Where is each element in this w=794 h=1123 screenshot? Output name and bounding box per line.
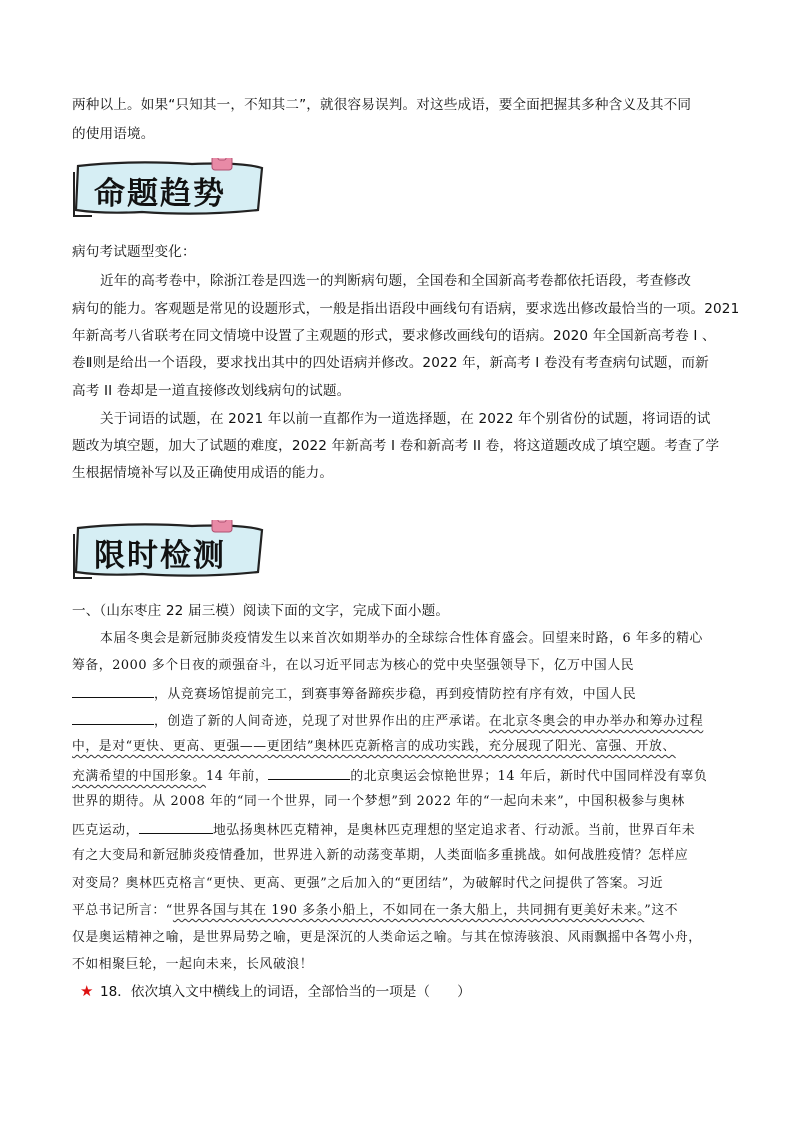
underlined-sentence: 世界各国与其在 190 多条小船上，不如同在一条大船上，共同拥有更美好未来。	[172, 903, 645, 918]
passage-line: 本届冬奥会是新冠肺炎疫情发生以来首次如期举办的全球综合性体育盛会。回望来时路，6 年多的精心	[100, 631, 703, 646]
passage-line: 世界的期待。从 2008 年的“同一个世界，同一个梦想”到 2022 年的“一起向未来”，中国积极参与奥林	[72, 794, 685, 809]
question-18: 18．依次填入文中横线上的词语，全部恰当的一项是（ ）	[100, 984, 471, 1000]
paragraph-line: 高考 II 卷却是一道直接修改划线病句的试题。	[72, 383, 351, 399]
banner-title: 命题趋势	[94, 176, 226, 212]
intro-line-2: 的使用语境。	[72, 126, 155, 142]
passage-line: 有之大变局和新冠肺炎疫情叠加，世界进入新的动荡变革期，人类面临多重挑战。如何战胜疫情？怎样应	[72, 848, 689, 863]
fill-blank	[72, 683, 154, 698]
question-header: 一、（山东枣庄 22 届三模）阅读下面的文字，完成下面小题。	[72, 603, 450, 619]
section-banner-test	[72, 520, 268, 580]
paragraph-line: 年新高考八省联考在同文情境中设置了主观题的形式，要求修改画线句的语病。2020 年全国新高考卷 I 、	[72, 328, 716, 344]
paragraph-line: 卷Ⅱ则是给出一个语段，要求找出其中的四处语病并修改。2022 年，新高考 I 卷没有考查病句试题，而新	[72, 355, 709, 371]
intro-line-1: 两种以上。如果“只知其一，不知其二”，就很容易误判。对这些成语，要全面把握其多种含义及其不同	[72, 97, 692, 113]
fill-blank	[268, 765, 350, 780]
underlined-sentence: 在北京冬奥会的申办举办和筹办过程	[488, 714, 704, 729]
passage-line: 对变局？奥林匹克格言“更快、更高、更强”之后加入的“更团结”，为破解时代之问提供了答案。习近	[72, 876, 664, 891]
fill-blank	[72, 710, 154, 725]
passage-line: ，从竞赛场馆提前完工，到赛事筹备蹄疾步稳，再到疫情防控有序有效，中国人民	[72, 683, 722, 705]
passage-line: 筹备，2000 多个日夜的顽强奋斗，在以习近平同志为核心的党中央坚强领导下，亿万中国人民	[72, 658, 635, 673]
section-subtitle: 病句考试题型变化：	[72, 244, 196, 260]
passage-line: 充满希望的中国形象。14 年前， 的北京奥运会惊艳世界；14 年后，新时代中国同样没有辜负	[72, 765, 722, 787]
section-banner-trend	[72, 158, 268, 218]
paragraph-line: 病句的能力。客观题是常见的设题形式，一般是指出语段中画线句有语病，要求选出修改最恰当的一项。2021	[72, 301, 740, 317]
paragraph-line: 关于词语的试题，在 2021 年以前一直都作为一道选择题，在 2022 年个别省份的试题，将词语的试	[100, 411, 711, 427]
passage-line: ，创造了新的人间奇迹，兑现了对世界作出的庄严承诺。在北京冬奥会的申办举办和筹办过程	[72, 710, 722, 732]
passage-line	[72, 737, 722, 757]
paragraph-line: 题改为填空题，加大了试题的难度，2022 年新高考 I 卷和新高考 II 卷，将这道题改成了填空题。考查了学	[72, 438, 720, 454]
passage-line: 仅是奥运精神之喻，是世界局势之喻，更是深沉的人类命运之喻。与其在惊涛骇浪、风雨飘摇中各驾小舟，	[72, 930, 702, 945]
fill-blank	[139, 819, 213, 834]
passage-line: 不如相聚巨轮，一起向未来，长风破浪！	[72, 957, 314, 972]
underlined-sentence: 充满希望的中国形象。	[72, 769, 206, 784]
passage-line: 匹克运动， 地弘扬奥林匹克精神，是奥林匹克理想的坚定追求者、行动派。当前，世界百年未	[72, 819, 722, 841]
underlined-sentence: 中，是对“更快、更高、更强——更团结”奥林匹克新格言的成功实践，充分展现了阳光、富强、开放、	[72, 739, 676, 754]
banner-title: 限时检测	[94, 538, 226, 574]
paragraph-line: 近年的高考卷中，除浙江卷是四选一的判断病句题，全国卷和全国新高考卷都依托语段，考查修改	[100, 273, 691, 289]
passage-line: 平总书记所言：“世界各国与其在 190 多条小船上，不如同在一条大船上，共同拥有更美好未来。”这不	[72, 903, 679, 918]
paragraph-line: 生根据情境补写以及正确使用成语的能力。	[72, 465, 334, 481]
star-icon: ★	[80, 982, 94, 1000]
